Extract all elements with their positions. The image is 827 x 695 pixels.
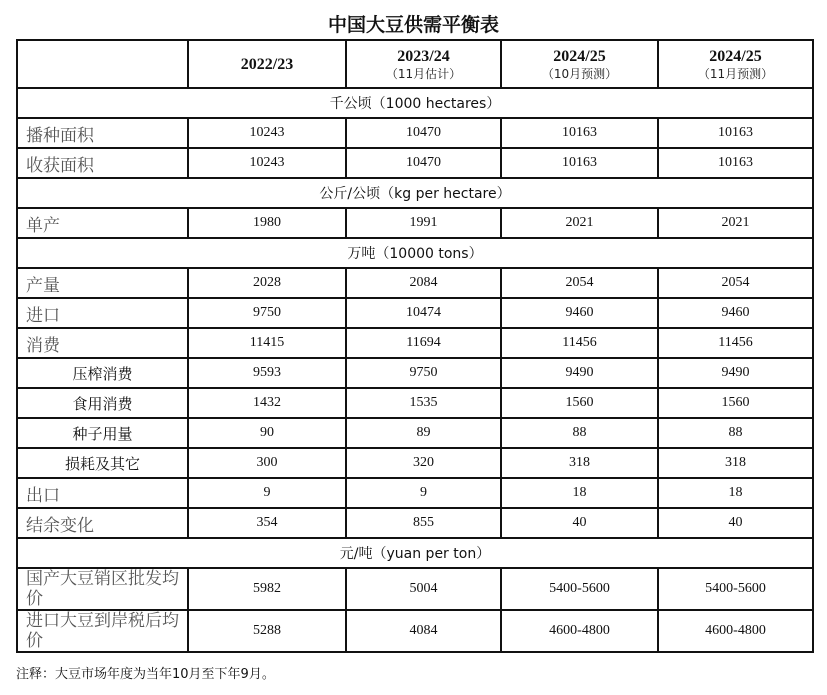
header-note: （10月预测） bbox=[541, 66, 618, 81]
unit-row bbox=[17, 178, 813, 208]
value-cell: 9460 bbox=[658, 298, 813, 328]
row-label: 消费 bbox=[17, 328, 188, 358]
value-cell: 10163 bbox=[501, 148, 658, 178]
table-title: 中国大豆供需平衡表 bbox=[327, 14, 499, 36]
value-cell: 10163 bbox=[658, 118, 813, 148]
value-cell: 10243 bbox=[188, 148, 346, 178]
row-label: 压榨消费 bbox=[17, 358, 188, 388]
value-cell: 318 bbox=[501, 448, 658, 478]
header-year: 2023/24 bbox=[397, 47, 450, 65]
row-label: 播种面积 bbox=[17, 118, 188, 148]
table-row bbox=[17, 148, 813, 178]
value-cell: 2054 bbox=[501, 268, 658, 298]
row-label: 出口 bbox=[17, 478, 188, 508]
table-row bbox=[17, 448, 813, 478]
header-year: 2024/25 bbox=[709, 47, 762, 65]
value-cell: 89 bbox=[346, 418, 501, 448]
value-cell: 4084 bbox=[346, 610, 501, 652]
row-label: 损耗及其它 bbox=[17, 448, 188, 478]
value-cell: 9460 bbox=[501, 298, 658, 328]
value-cell: 4600-4800 bbox=[501, 610, 658, 652]
value-cell: 10474 bbox=[346, 298, 501, 328]
value-cell: 88 bbox=[501, 418, 658, 448]
value-cell: 9750 bbox=[188, 298, 346, 328]
value-cell: 354 bbox=[188, 508, 346, 538]
value-cell: 90 bbox=[188, 418, 346, 448]
value-cell: 9593 bbox=[188, 358, 346, 388]
value-cell: 5004 bbox=[346, 568, 501, 610]
value-cell: 1535 bbox=[346, 388, 501, 418]
row-label: 收获面积 bbox=[17, 148, 188, 178]
value-cell: 10163 bbox=[501, 118, 658, 148]
row-label: 进口 bbox=[17, 298, 188, 328]
row-label: 结余变化 bbox=[17, 508, 188, 538]
value-cell: 5982 bbox=[188, 568, 346, 610]
unit-label: 千公顷（1000 hectares） bbox=[17, 88, 813, 118]
value-cell: 9 bbox=[188, 478, 346, 508]
value-cell: 318 bbox=[658, 448, 813, 478]
table-row bbox=[17, 118, 813, 148]
value-cell: 1560 bbox=[658, 388, 813, 418]
value-cell: 9 bbox=[346, 478, 501, 508]
unit-label: 万吨（10000 tons） bbox=[17, 238, 813, 268]
value-cell: 10243 bbox=[188, 118, 346, 148]
header-note: （11月预测） bbox=[697, 66, 774, 81]
value-cell: 4600-4800 bbox=[658, 610, 813, 652]
value-cell: 2028 bbox=[188, 268, 346, 298]
table-row bbox=[17, 358, 813, 388]
table-row bbox=[17, 508, 813, 538]
header-note: （11月估计） bbox=[385, 66, 462, 81]
soybean-balance-table bbox=[16, 39, 814, 653]
value-cell: 10470 bbox=[346, 118, 501, 148]
header-row bbox=[17, 40, 813, 88]
value-cell: 320 bbox=[346, 448, 501, 478]
table-row bbox=[17, 478, 813, 508]
value-cell: 5400-5600 bbox=[501, 568, 658, 610]
table-row bbox=[17, 208, 813, 238]
value-cell: 18 bbox=[501, 478, 658, 508]
row-label: 产量 bbox=[17, 268, 188, 298]
value-cell: 9490 bbox=[501, 358, 658, 388]
value-cell: 2054 bbox=[658, 268, 813, 298]
row-label: 进口大豆到岸税后均价 bbox=[17, 610, 188, 652]
header-col-3 bbox=[658, 40, 813, 88]
table-row bbox=[17, 388, 813, 418]
unit-row bbox=[17, 538, 813, 568]
row-label: 单产 bbox=[17, 208, 188, 238]
unit-row bbox=[17, 238, 813, 268]
value-cell: 1980 bbox=[188, 208, 346, 238]
value-cell: 10470 bbox=[346, 148, 501, 178]
value-cell: 300 bbox=[188, 448, 346, 478]
value-cell: 1991 bbox=[346, 208, 501, 238]
header-year: 2022/23 bbox=[240, 55, 294, 73]
table-row bbox=[17, 568, 813, 610]
row-label: 种子用量 bbox=[17, 418, 188, 448]
value-cell: 2021 bbox=[501, 208, 658, 238]
value-cell: 1432 bbox=[188, 388, 346, 418]
header-corner-cell bbox=[17, 40, 188, 88]
header-col-2 bbox=[501, 40, 658, 88]
unit-row bbox=[17, 88, 813, 118]
value-cell: 18 bbox=[658, 478, 813, 508]
header-col-0 bbox=[188, 40, 346, 88]
value-cell: 88 bbox=[658, 418, 813, 448]
value-cell: 9750 bbox=[346, 358, 501, 388]
value-cell: 5288 bbox=[188, 610, 346, 652]
table-row bbox=[17, 268, 813, 298]
value-cell: 9490 bbox=[658, 358, 813, 388]
unit-label: 公斤/公顷（kg per hectare） bbox=[17, 178, 813, 208]
row-label: 食用消费 bbox=[17, 388, 188, 418]
table-row bbox=[17, 328, 813, 358]
value-cell: 11456 bbox=[501, 328, 658, 358]
table-row bbox=[17, 298, 813, 328]
table-row bbox=[17, 418, 813, 448]
value-cell: 40 bbox=[658, 508, 813, 538]
header-year: 2024/25 bbox=[553, 47, 606, 65]
value-cell: 855 bbox=[346, 508, 501, 538]
table-row bbox=[17, 610, 813, 652]
value-cell: 1560 bbox=[501, 388, 658, 418]
value-cell: 10163 bbox=[658, 148, 813, 178]
value-cell: 2084 bbox=[346, 268, 501, 298]
value-cell: 11415 bbox=[188, 328, 346, 358]
value-cell: 40 bbox=[501, 508, 658, 538]
value-cell: 5400-5600 bbox=[658, 568, 813, 610]
header-col-1 bbox=[346, 40, 501, 88]
value-cell: 11694 bbox=[346, 328, 501, 358]
footnote: 注释：大豆市场年度为当年10月至下年9月。 bbox=[16, 667, 275, 682]
value-cell: 2021 bbox=[658, 208, 813, 238]
value-cell: 11456 bbox=[658, 328, 813, 358]
row-label: 国产大豆销区批发均价 bbox=[17, 568, 188, 610]
unit-label: 元/吨（yuan per ton） bbox=[17, 538, 813, 568]
